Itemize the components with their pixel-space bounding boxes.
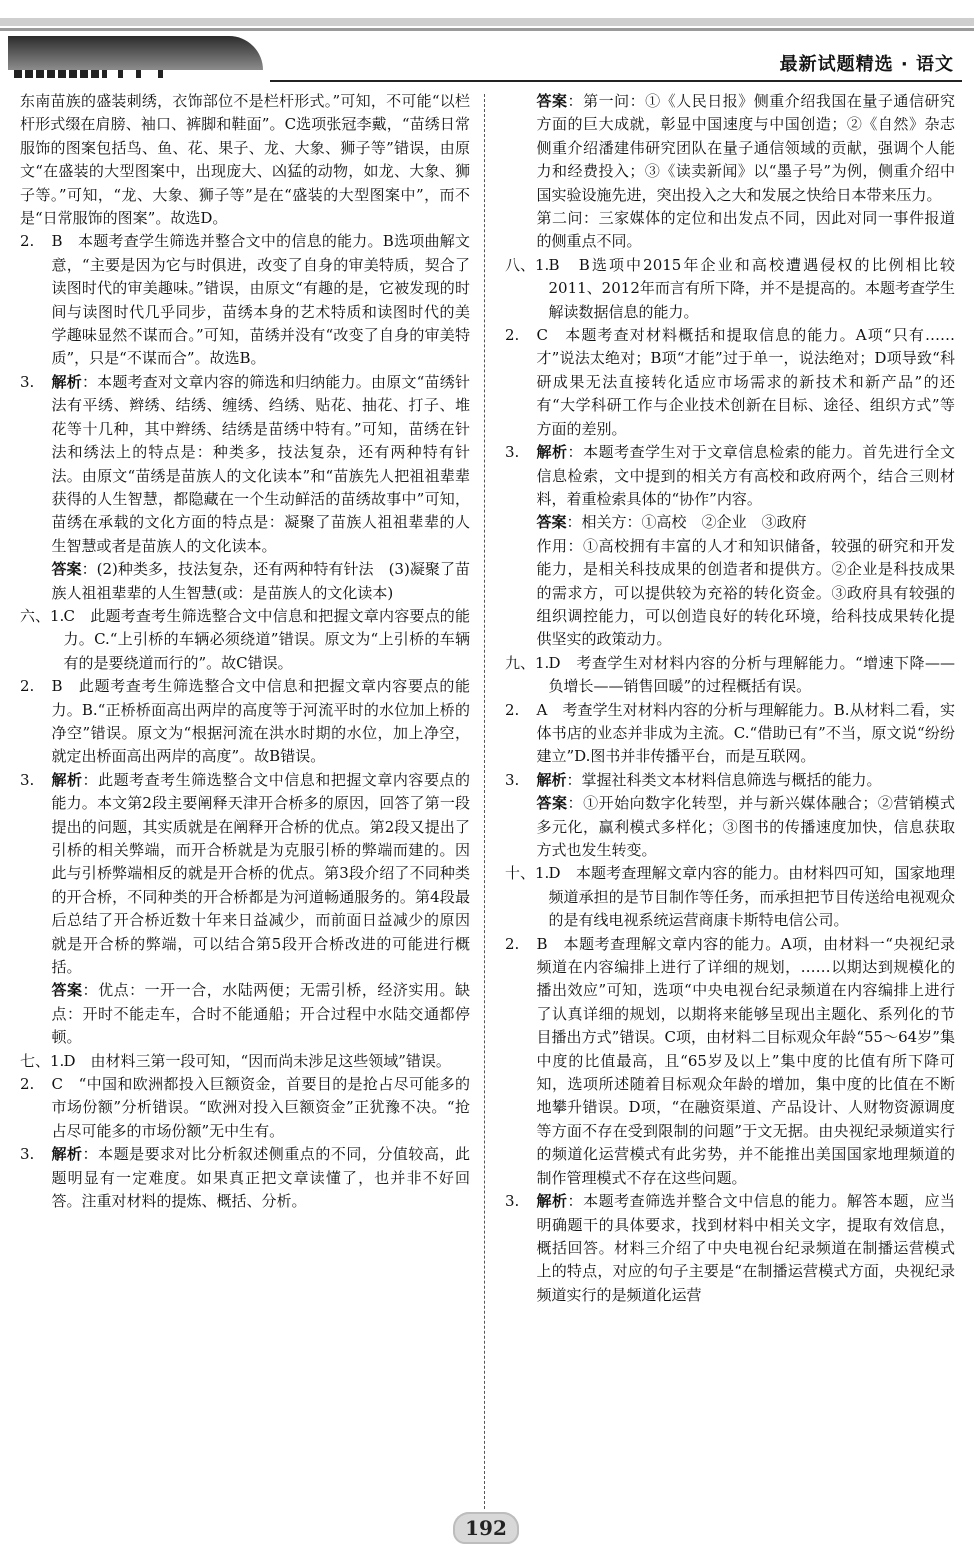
page-header xyxy=(0,0,974,84)
item-number: 2. xyxy=(20,677,35,696)
keyword-colon: ： xyxy=(567,794,584,813)
item-text: 作用：①高校拥有丰富的人才和知识储备，较强的研究和开发能力，是相关科技成果的创造者和提供方。②企业是科技成果的需求方，可以提供较为充裕的转化资金。③政府具有较强的组织调控能力，可以创造良好的转化环境，给科技成果转化提供坚实的政策动力。 xyxy=(536,536,955,649)
answer-item xyxy=(505,933,955,1190)
answer-item xyxy=(20,769,470,980)
item-text: 本题考查学生对于文章信息检索的能力。首先进行全文信息检索，文中提到的相关方有高校和政府两个，结合三则材料，着重检索具体的“协作”内容。 xyxy=(536,443,955,508)
header-band-line xyxy=(0,28,974,31)
keyword-colon: ： xyxy=(82,770,99,789)
answer-item xyxy=(505,769,955,792)
item-text: D 由材料三第一段可知，“因而尚未涉足这些领域”错误。 xyxy=(63,1051,451,1070)
item-number: 十、1. xyxy=(505,864,550,883)
answer-item xyxy=(20,1073,470,1143)
item-text: 东南苗族的盛装刺绣，衣饰部位不是栏杆形式。”可知，不可能“以栏杆形式缀在肩膀、袖口、裤脚和鞋面”。C选项张冠李戴，“苗绣日常服饰的图案包括鸟、鱼、花、果子、龙、大象、狮子等”错误，由原文“在盛装的大型图案中，出现庞大、凶猛的动物，如龙、大象、狮子等。”可知，“龙、大象、狮子等”是在“盛装的大型图案中”，而不是“日常服饰的图案”。故选D。 xyxy=(20,92,470,228)
item-number: 3. xyxy=(505,443,520,462)
item-text: B 此题考查考生筛选整合文中信息和把握文章内容要点的能力。B.“正桥桥面高出两岸的高度等于河流平时的水位加上桥的净空”错误。原文为“根据河流在洪水时期的水位，加上净空，就定出桥面高出两岸的高度”。故B错误。 xyxy=(51,677,470,766)
item-number: 七、1. xyxy=(20,1051,65,1070)
column-divider xyxy=(484,94,485,1509)
answer-paragraph xyxy=(20,90,470,230)
item-number: 3. xyxy=(20,1145,35,1164)
answer-paragraph xyxy=(505,792,955,862)
keyword-label: 解析 xyxy=(536,443,568,462)
answer-item xyxy=(505,862,955,932)
answer-item xyxy=(20,675,470,769)
item-text: (2)种类多，技法复杂，还有两种特有针法 (3)凝聚了苗族人祖祖辈辈的人生智慧(或：是苗族人的文化读本) xyxy=(51,560,470,602)
answer-item xyxy=(505,1190,955,1307)
item-number: 八、1. xyxy=(505,255,550,274)
keyword-label: 答案 xyxy=(536,513,567,532)
item-text: C 本题考查对材料概括和提取信息的能力。A项“只有……才”说法太绝对；B项“才能”过于单一，说法绝对；D项导致“科研成果无法直接转化适应市场需求的新技术和新产品”的还有“大学科研工作与企业技术创新在目标、途径、组织方式”等方面的差别。 xyxy=(536,326,955,438)
keyword-colon: ： xyxy=(566,513,582,532)
answer-item xyxy=(20,1143,470,1213)
answer-item xyxy=(20,371,470,558)
keyword-colon: ： xyxy=(82,981,99,1000)
answer-item xyxy=(20,1050,470,1073)
answer-item xyxy=(505,324,955,441)
item-text: 第二问：三家媒体的定位和出发点不同，因此对同一事件报道的侧重点不同。 xyxy=(536,209,955,251)
item-text: C 此题考查考生筛选整合文中信息和把握文章内容要点的能力。C.“上引桥的车辆必须绕道”错误。原文为“上引桥的车辆有的是要绕道而行的”。故C错误。 xyxy=(63,606,470,672)
answer-item xyxy=(20,230,470,370)
item-number: 3. xyxy=(20,372,35,391)
item-text: C “中国和欧洲都投入巨额资金，首要目的是抢占尽可能多的市场份额”分析错误。“欧洲对投入巨额资金”正犹豫不决。“抢占尽可能多的市场份额”无中生有。 xyxy=(51,1075,470,1140)
header-pixel-decoration xyxy=(14,70,163,80)
keyword-colon: ： xyxy=(567,92,584,110)
item-text: 本题是要求对比分析叙述侧重点的不同，分值较高，此题明显有一定难度。如果真正把文章读懂了，也并非不好回答。注重对材料的提炼、概括、分析。 xyxy=(51,1145,470,1211)
keyword-colon: ： xyxy=(566,770,582,789)
item-number: 3. xyxy=(20,770,35,789)
page-number: 192 xyxy=(453,1512,519,1544)
item-number: 2. xyxy=(20,1075,35,1094)
item-number: 3. xyxy=(505,770,520,789)
keyword-label: 答案 xyxy=(536,794,568,813)
keyword-colon: ： xyxy=(567,443,584,462)
right-column xyxy=(505,90,955,1307)
item-text: 本题考查筛选并整合文中信息的能力。解答本题，应当明确题干的具体要求，找到材料中相关文字，提取有效信息，概括回答。材料三介绍了中央电视台纪录频道在制播运营模式上的特点，对应的句子主要是“在制播运营模式方面，央视纪录频道实行的是频道化运营 xyxy=(536,1192,955,1304)
item-number: 九、1. xyxy=(505,653,550,672)
keyword-label: 解析 xyxy=(51,372,82,391)
left-column xyxy=(20,90,470,1214)
item-text: 相关方：①高校 ②企业 ③政府 xyxy=(581,513,807,532)
answer-paragraph xyxy=(505,207,955,254)
answer-item xyxy=(505,652,955,699)
keyword-label: 解析 xyxy=(536,770,567,789)
answer-paragraph xyxy=(20,979,470,1049)
answer-item xyxy=(505,699,955,769)
item-number: 2. xyxy=(505,700,520,719)
item-text: 优点：一开一合，水陆两便；无需引桥，经济实用。缺点：开时不能走车，合时不能通船；开合过程中水陆交通都停顿。 xyxy=(51,981,470,1047)
answer-paragraph xyxy=(505,535,955,652)
keyword-label: 解析 xyxy=(536,1192,568,1211)
item-text: A 考查学生对材料内容的分析与理解能力。B.从材料二看，实体书店的业态并非成为主流。C.“借助已有”不当，原文说“纷纷建立”D.图书并非传播平台，而是互联网。 xyxy=(536,700,955,766)
answer-paragraph xyxy=(20,558,470,605)
item-text: ①开始向数字化转型，并与新兴媒体融合；②营销模式多元化，赢利模式多样化；③图书的传播速度加快，信息获取方式也发生转变。 xyxy=(536,794,955,859)
item-number: 2. xyxy=(20,232,35,251)
item-text: D 考查学生对材料内容的分析与理解能力。“增速下降——负增长——销售回暖”的过程概括有误。 xyxy=(548,653,955,696)
header-gradient-tab xyxy=(8,36,263,70)
keyword-colon: ： xyxy=(82,1145,99,1164)
keyword-colon: ： xyxy=(81,372,98,391)
answer-item xyxy=(505,254,955,324)
answer-item xyxy=(20,605,470,675)
item-text: 本题考查对文章内容的筛选和归纳能力。由原文“苗绣针法有平绣、辫绣、结绣、缠绣、绉绣、贴花、抽花、打子、堆花等十几种，其中辫绣、结绣是苗绣中特有。”可知，苗绣在针法和绣法上的特点是：种类多，技法复杂，还有两种特有针法。由原文“苗绣是苗族人的文化读本”和“苗族先人把祖祖辈辈获得的人生智慧，都隐藏在一个生动鲜活的苗绣故事中”可知，苗绣在承载的文化方面的特点是：凝聚了苗族人祖祖辈辈的人生智慧或者是苗族人的文化读本。 xyxy=(51,372,470,555)
item-number: 六、1. xyxy=(20,606,65,625)
item-text: 此题考查考生筛选整合文中信息和把握文章内容要点的能力。本文第2段主要阐释天津开合桥多的原因，回答了第一段提出的问题，其实质就是在阐释开合桥的优点。第2段又提出了引桥的相关弊端，而开合桥就是为克服引桥的弊端而建的。因此与引桥弊端相反的就是开合桥的优点。第3段介绍了不同种类的开合桥，不同种类的开合桥都是为河道畅通服务的。第4段最后总结了开合桥近数十年来日益减少，而前面日益减少的原因就是开合桥的弊端，可以结合第5段开合桥改进的可能进行概括。 xyxy=(51,770,470,977)
answer-paragraph xyxy=(505,511,955,534)
keyword-colon: ： xyxy=(81,560,97,579)
item-number: 2. xyxy=(505,326,520,345)
item-text: B B选项中2015年企业和高校遭遇侵权的比例相比较2011、2012年而言有所下降，并不是提高的。本题考查学生解读数据信息的能力。 xyxy=(548,255,955,321)
header-title: 最新试题精选 · 语文 xyxy=(779,54,954,75)
item-number: 3. xyxy=(505,1192,520,1211)
header-rule xyxy=(270,80,962,82)
item-number: 2. xyxy=(505,934,520,953)
item-text: 第一问：①《人民日报》侧重介绍我国在量子通信研究方面的巨大成就，彰显中国速度与中国创造；②《自然》杂志侧重介绍潘建伟研究团队在量子通信领域的贡献，强调个人能力和经费投入；③《读卖新闻》以“墨子号”为例，侧重介绍中国实验设施先进，突出投入之大和发展之快给日本带来压力。 xyxy=(536,92,955,204)
answer-item xyxy=(505,441,955,511)
keyword-label: 答案 xyxy=(536,92,568,110)
keyword-label: 答案 xyxy=(51,981,83,1000)
header-band xyxy=(0,18,974,26)
keyword-label: 解析 xyxy=(51,1145,83,1164)
item-text: B 本题考查学生筛选并整合文中的信息的能力。B选项曲解文意，“主要是因为它与时俱进，改变了自身的审美特质，契合了读图时代的审美趣味。”错误，由原文“有趣的是，它被发现的时间与读图时代几乎同步，苗绣本身的艺术特质和读图时代的美学趣味显然不谋而合。”可知，苗绣并没有“改变了自身的审美特质”，只是“不谋而合”。故选B。 xyxy=(51,232,470,368)
item-text: 掌握社科类文本材料信息筛选与概括的能力。 xyxy=(581,770,882,789)
keyword-colon: ： xyxy=(567,1192,584,1211)
item-text: B 本题考查理解文章内容的能力。A项，由材料一“央视纪录频道在内容编排上进行了详细的规划，……以期达到规模化的播出效应”可知，选项“中央电视台纪录频道在内容编排上进行了认真详细的规划，以期将来能够呈现出主题化、系列化的节目播出方式”错误。C项，由材料二目标观众年龄“55～64岁”集中度的比值最高，且“65岁及以上”集中度的比值有所下降可知，选项所述随着目标观众年龄的增加，集中度的比值在不断地攀升错误。D项，“在融资渠道、产品设计、人财物资源调度等方面不存在受到限制的问题”于文无据。由央视纪录频道实行的频道化运营模式有此劣势，并不能推出美国国家地理频道的制作管理模式不存在这些问题。 xyxy=(536,934,955,1187)
answer-paragraph xyxy=(505,90,955,207)
keyword-label: 解析 xyxy=(51,770,83,789)
keyword-label: 答案 xyxy=(51,560,82,579)
item-text: D 本题考查理解文章内容的能力。由材料四可知，国家地理频道承担的是节目制作等任务，而承担把节目传送给电视观众的是有线电视系统运营商康卡斯特电信公司。 xyxy=(548,864,955,930)
